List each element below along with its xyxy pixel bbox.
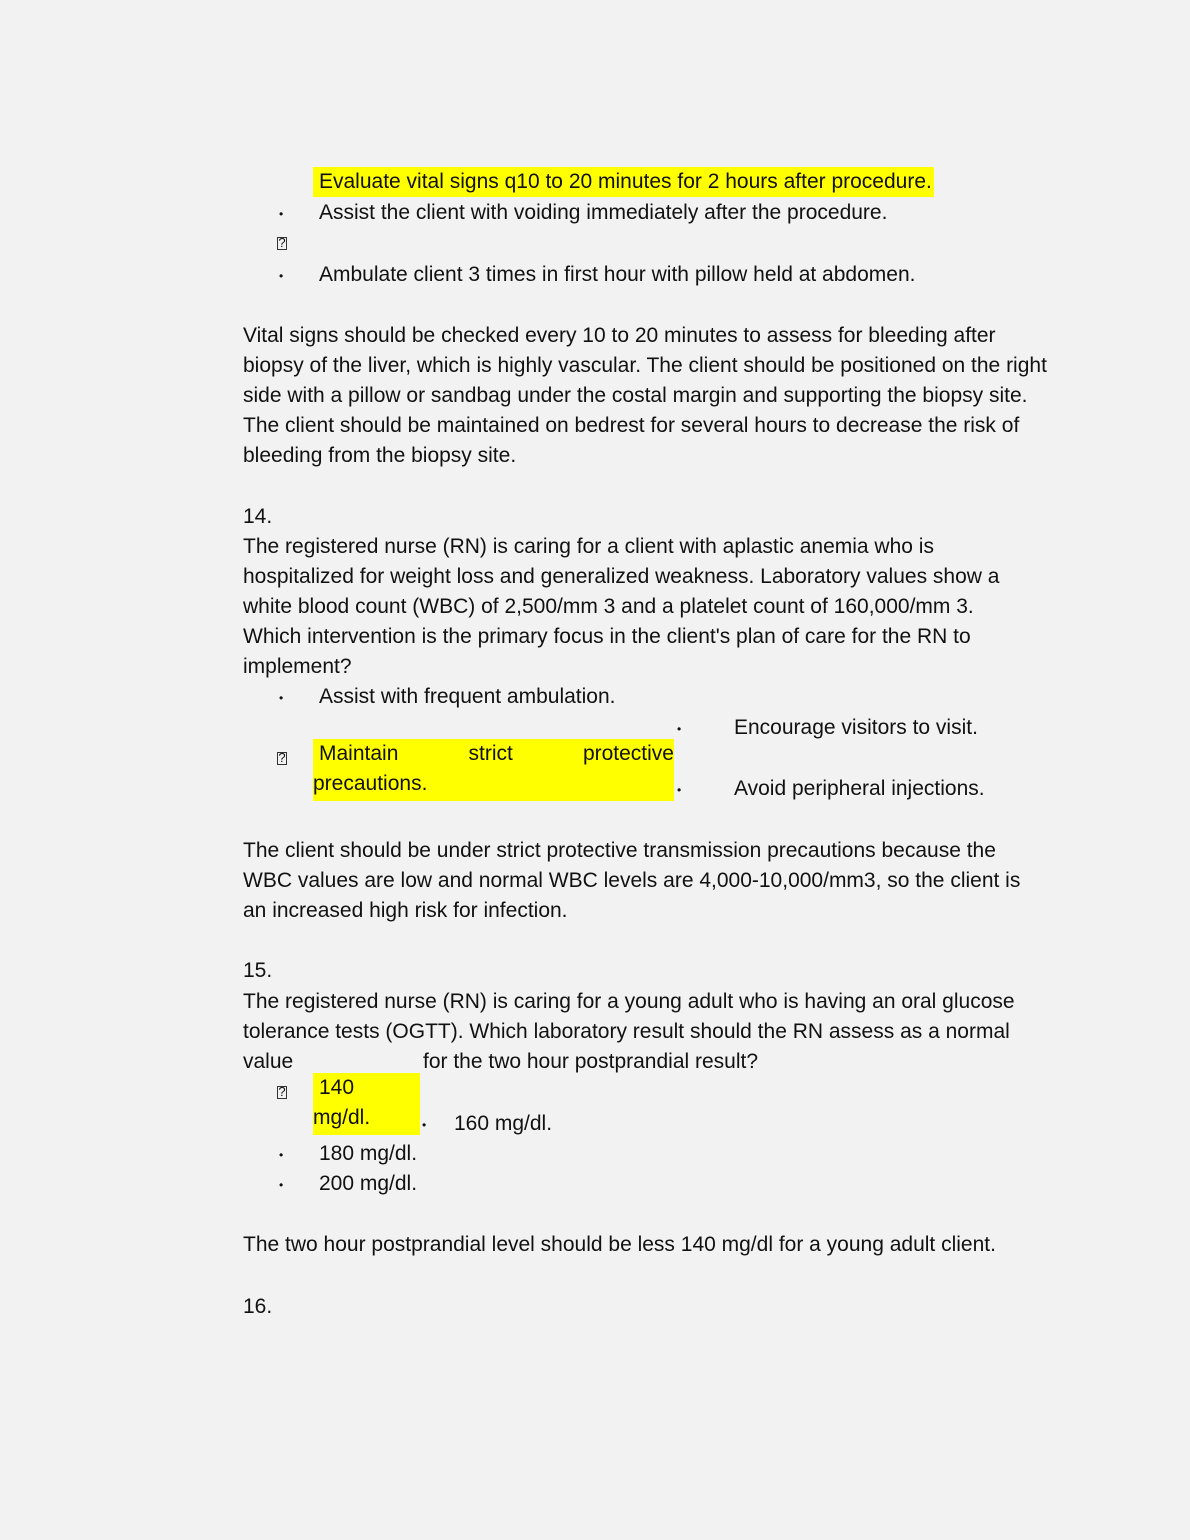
q14-option-visitors: Encourage visitors to visit. (734, 716, 978, 739)
bullet-icon: • (677, 722, 682, 736)
bullet-icon: • (279, 1148, 284, 1162)
question-number: 16. (243, 1295, 273, 1318)
bullet-icon: • (279, 1178, 284, 1192)
q14-option-correct-word: protective (582, 742, 674, 765)
q15-stem-line2: tolerance tests (OGTT). Which laboratory result should the RN assess as a normal (243, 1020, 1010, 1043)
q15-stem-value: value (243, 1050, 294, 1073)
missing-glyph-icon: ? (278, 1084, 286, 1099)
question-number: 14. (243, 505, 273, 528)
q13-option-ambulate: Ambulate client 3 times in first hour with pillow held at abdomen. (319, 263, 916, 286)
q15-stem-line1: The registered nurse (RN) is caring for a young adult who is having an oral glucose (243, 990, 1015, 1013)
q15-option-correct-line1: 140 (319, 1076, 355, 1099)
q14-option-correct (313, 739, 674, 801)
q14-option-injections: Avoid peripheral injections. (734, 777, 985, 800)
q14-stem: The registered nurse (RN) is caring for a client with aplastic anemia who is hospitalized for weight loss and generalized weakness. Laboratory values show a white blood count (WBC) of 2,500/mm 3 and a platelet count of 160,000/mm 3. Which intervention is the primary focus in the client's plan of care for the RN to implement? (243, 535, 1000, 678)
q14-rationale: The client should be under strict protective transmission precautions because the WBC values are low and normal WBC levels are 4,000-10,000/mm3, so the client is an increased high risk for infection. (243, 839, 1021, 922)
q15-option-180: 180 mg/dl. (319, 1142, 418, 1165)
missing-glyph-icon: ? (278, 750, 286, 765)
missing-glyph-icon: ? (278, 235, 286, 250)
q15-option-correct (313, 1073, 420, 1135)
q14-option-ambulation: Assist with frequent ambulation. (319, 685, 616, 708)
q15-option-200: 200 mg/dl. (319, 1172, 418, 1195)
question-number: 15. (243, 959, 273, 982)
bullet-icon: • (279, 207, 284, 221)
q13-option-correct: Evaluate vital signs q10 to 20 minutes for 2 hours after procedure. (313, 167, 934, 197)
bullet-icon: • (279, 691, 284, 705)
q13-rationale: Vital signs should be checked every 10 to 20 minutes to assess for bleeding after biopsy of the liver, which is highly vascular. The client should be positioned on the right side with a pillow or sandbag under the costal margin and supporting the biopsy site. The client should be maintained on bedrest for several hours to decrease the risk of bleeding from the biopsy site. (243, 324, 1047, 467)
bullet-icon: • (422, 1118, 427, 1132)
q14-option-correct-word: strict (468, 742, 513, 765)
q15-option-correct-line2: mg/dl. (313, 1106, 371, 1129)
q15-stem-rest: for the two hour postprandial result? (423, 1050, 759, 1073)
bullet-icon: • (279, 269, 284, 283)
q15-option-160: 160 mg/dl. (454, 1112, 553, 1135)
q14-option-correct-line2: precautions. (313, 772, 428, 795)
q13-option-void: Assist the client with voiding immediately after the procedure. (319, 201, 888, 224)
bullet-icon: • (677, 783, 682, 797)
q14-option-correct-word: Maintain (319, 742, 399, 765)
q15-rationale: The two hour postprandial level should be less 140 mg/dl for a young adult client. (243, 1233, 996, 1256)
